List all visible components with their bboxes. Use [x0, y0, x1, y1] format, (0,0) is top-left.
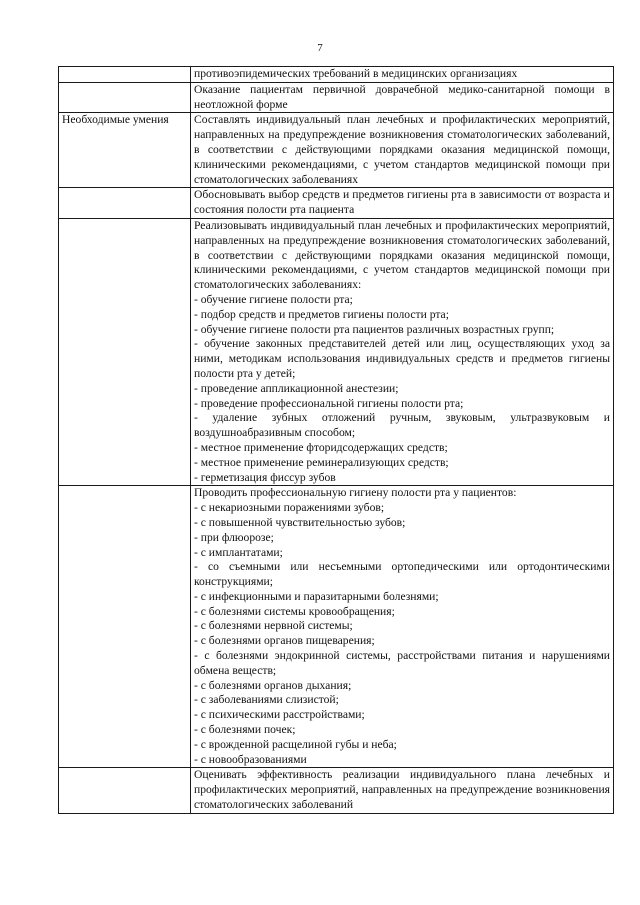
row-label — [59, 82, 191, 113]
row-label — [59, 188, 191, 219]
table-row — [59, 218, 614, 485]
row-label — [59, 486, 191, 768]
row-content — [191, 768, 614, 813]
list-item: - герметизация фиссур зубов — [194, 470, 336, 484]
list-item: - с психическими расстройствами; — [194, 708, 365, 722]
content-paragraph: Проводить профессиональную гигиену полости рта у пациентов: — [194, 486, 517, 500]
content-paragraph: противоэпидемических требований в медицинских организациях — [194, 67, 518, 80]
list-item: - с болезнями эндокринной системы, расстройствами питания и нарушениями обмена веществ; — [194, 649, 610, 677]
row-label — [59, 768, 191, 813]
list-item: - с имплантатами; — [194, 545, 283, 559]
list-item: - при флюорозе; — [194, 530, 274, 544]
content-paragraph: Реализовывать индивидуальный план лечебных и профилактических мероприятий, направленных на предупреждение возникновения стоматологических заболеваний, в соответствии с действующими порядками оказания медицинской помощи, клиническими рекомендациями, с учетом стандартов медицинской помощи при стоматологических заболеваниях: — [194, 218, 610, 292]
row-content — [191, 218, 614, 485]
row-content — [191, 82, 614, 113]
list-item: - с болезнями органов пищеварения; — [194, 634, 375, 648]
list-item: - подбор средств и предметов гигиены полости рта; — [194, 307, 449, 321]
row-content — [191, 188, 614, 219]
row-label: Необходимые умения — [59, 113, 191, 188]
table-row — [59, 188, 614, 219]
table-row — [59, 486, 614, 768]
list-item: - с заболеваниями слизистой; — [194, 693, 339, 707]
list-item: - местное применение реминерализующих средств; — [194, 455, 449, 469]
row-content — [191, 486, 614, 768]
requirements-table — [58, 66, 614, 814]
table-body — [59, 67, 614, 814]
list-item: - проведение профессиональной гигиены полости рта; — [194, 396, 464, 410]
list-item: - удаление зубных отложений ручным, звуковым, ультразвуковым и воздушноабразивным способом; — [194, 411, 610, 440]
table-row — [59, 82, 614, 113]
row-content — [191, 67, 614, 83]
list-item: - со съемными или несъемными ортопедическими или ортодонтическими конструкциями; — [194, 560, 610, 589]
list-item: - с некариозными поражениями зубов; — [194, 501, 385, 515]
content-paragraph: Обосновывать выбор средств и предметов гигиены рта в зависимости от возраста и состояния полости рта пациента — [194, 188, 610, 217]
content-paragraph: Оценивать эффективность реализации индивидуального плана лечебных и профилактических мероприятий, направленных на предупреждение возникновения стоматологических заболеваний — [194, 768, 610, 812]
table-row — [59, 113, 614, 188]
row-label — [59, 218, 191, 485]
table-row — [59, 67, 614, 83]
row-content — [191, 113, 614, 188]
list-item: - обучение гигиене полости рта пациентов различных возрастных групп; — [194, 322, 555, 336]
list-item: - с болезнями нервной системы; — [194, 619, 353, 633]
list-item: - с врожденной расщелиной губы и неба; — [194, 737, 397, 751]
list-item: - с инфекционными и паразитарными болезнями; — [194, 589, 439, 603]
list-item: - с повышенной чувствительностью зубов; — [194, 515, 406, 529]
list-item: - с болезнями почек; — [194, 723, 296, 737]
content-paragraph: Составлять индивидуальный план лечебных и профилактических мероприятий, направленных на предупреждение возникновения стоматологических заболеваний, в соответствии с действующими порядками оказания медицинской помощи, клиническими рекомендациями, с учетом стандартов медицинской помощи при стоматологических заболеваниях — [194, 113, 610, 186]
list-item: - обучение гигиене полости рта; — [194, 292, 353, 306]
list-item: - с болезнями органов дыхания; — [194, 678, 352, 692]
page-number: 7 — [317, 42, 323, 54]
content-paragraph: Оказание пациентам первичной доврачебной медико-санитарной помощи в неотложной форме — [194, 82, 610, 111]
list-item: - с новообразованиями — [194, 752, 307, 766]
list-item: - проведение аппликационной анестезии; — [194, 381, 399, 395]
table-row — [59, 768, 614, 813]
row-label — [59, 67, 191, 83]
list-item: - местное применение фторидсодержащих средств; — [194, 440, 448, 454]
list-item: - с болезнями системы кровообращения; — [194, 604, 395, 618]
list-item: - обучение законных представителей детей или лиц, осуществляющих уход за ними, методикам использования индивидуальных средств и предметов гигиены полости рта у детей; — [194, 337, 610, 380]
